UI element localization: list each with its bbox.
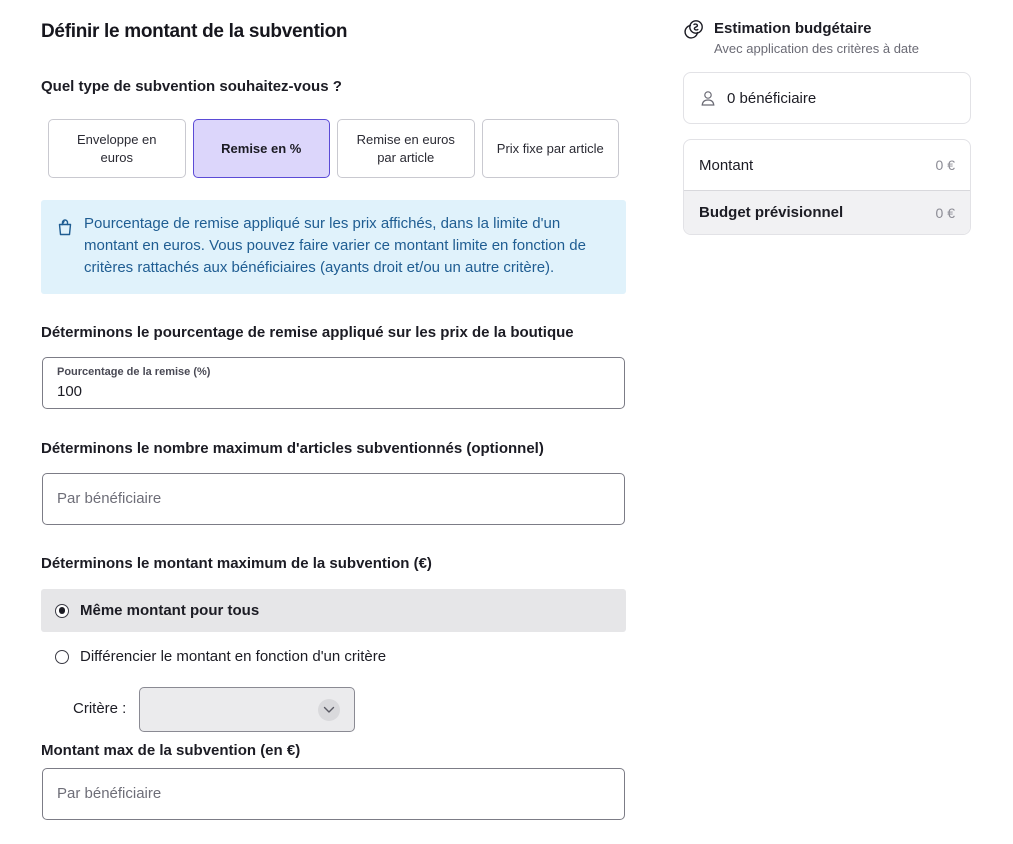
type-percent-discount-button[interactable]: Remise en % [193,119,331,178]
max-subsidy-section-label: Montant max de la subvention (en €) [41,742,301,759]
budget-card [683,139,971,235]
radio-by-criteria-indicator[interactable] [55,650,69,664]
chevron-down-icon[interactable] [318,699,340,721]
amount-row [684,140,970,190]
budget-label: Budget prévisionnel [699,204,844,221]
beneficiaries-card [683,72,971,124]
radio-by-criteria-label: Différencier le montant en fonction d'un critère [80,648,387,665]
user-icon [700,90,716,106]
type-envelope-button[interactable]: Enveloppe en euros [48,119,186,178]
shopping-bag-icon [57,218,73,236]
max-items-input[interactable] [57,474,607,524]
max-subsidy-field[interactable] [42,768,625,820]
budget-value: 0 € [935,204,955,221]
amount-label: Montant [699,156,754,174]
radio-same-amount[interactable] [41,589,626,632]
info-box [41,200,626,294]
info-text: Pourcentage de remise appliqué sur les prix affichés, dans la limite d'un montant en euros. Vous pouvez faire varier ce montant limite en fonction de critères rattachés aux bénéficiaires (ayants droit et/ou un autre critère). [84,215,586,276]
budget-estimate-subtitle: Avec application des critères à date [714,41,919,56]
page-title: Définir le montant de la subvention [41,21,348,42]
percent-field-label: Pourcentage de la remise (%) [57,366,211,378]
radio-same-amount-label: Même montant pour tous [80,602,260,619]
type-fixed-price-per-item-button[interactable]: Prix fixe par article [482,119,620,178]
criteria-select[interactable] [139,687,355,732]
budget-row [684,190,970,234]
budget-estimate-title: Estimation budgétaire [714,20,872,37]
subsidy-type-selector [48,119,619,178]
criteria-label: Critère : [73,700,127,717]
subsidy-type-question: Quel type de subvention souhaitez-vous ? [41,78,342,95]
max-subsidy-input[interactable] [57,769,607,819]
type-euro-discount-per-item-button[interactable]: Remise en euros par article [337,119,475,178]
max-items-field[interactable] [42,473,625,525]
max-items-section-label: Déterminons le nombre maximum d'articles subventionnés (optionnel) [41,440,544,457]
coins-icon [684,19,704,39]
max-amount-section-label: Déterminons le montant maximum de la subvention (€) [41,555,432,572]
percent-field[interactable] [42,357,625,409]
beneficiaries-count: 0 bénéficiaire [727,89,817,107]
amount-value: 0 € [935,157,955,173]
percent-section-label: Déterminons le pourcentage de remise appliqué sur les prix de la boutique [41,324,574,341]
percent-input[interactable] [57,383,597,400]
radio-same-amount-indicator[interactable] [55,604,69,618]
radio-by-criteria[interactable] [41,635,626,678]
